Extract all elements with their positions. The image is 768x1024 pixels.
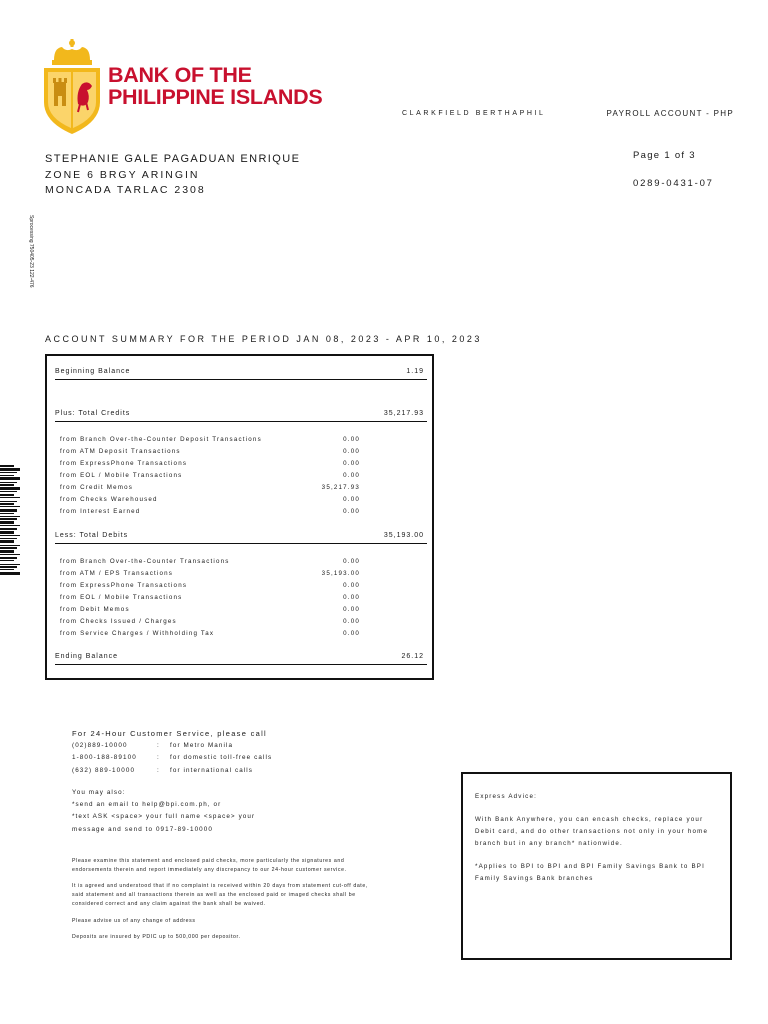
credit-line-amount: 0.00 [343, 436, 360, 443]
debit-line [60, 558, 360, 569]
barcode-bar [0, 550, 14, 553]
address-line-1: ZONE 6 BRGY ARINGIN [45, 168, 200, 181]
barcode-bar [0, 513, 14, 514]
barcode-bar [0, 516, 20, 517]
debit-line-amount: 0.00 [343, 594, 360, 601]
credit-line-label: from EOL / Mobile Transactions [60, 472, 183, 479]
debit-line [60, 594, 360, 605]
disclaimer-paragraph: Please advise us of any change of address [72, 917, 196, 924]
barcode-bar [0, 465, 14, 467]
side-code-text: Sprocessing 750405-23 122-476 [28, 215, 34, 288]
barcode-bar [0, 503, 14, 505]
barcode-bar [0, 560, 14, 561]
credit-line-amount: 35,217.93 [321, 484, 360, 491]
barcode-bar [0, 475, 14, 476]
barcode-bar [0, 521, 14, 524]
debit-line-label: from Debit Memos [60, 606, 130, 613]
hotline-number: (632) 889-10000 [72, 766, 136, 774]
credit-line-label: from Checks Warehoused [60, 496, 158, 503]
total-debits-row [55, 528, 427, 544]
separator: : [157, 754, 160, 762]
barcode-bar [0, 497, 20, 498]
debit-line [60, 606, 360, 617]
debit-line-label: from EOL / Mobile Transactions [60, 594, 183, 601]
barcode-bar [0, 547, 17, 549]
contact-alternatives [72, 787, 255, 836]
credit-line [60, 484, 360, 495]
bank-name-line1: BANK OF THE [108, 63, 252, 87]
credit-line [60, 436, 360, 447]
account-number: 0289-0431-07 [633, 178, 714, 189]
page-number: Page 1 of 3 [633, 150, 696, 161]
hotline-desc: for domestic toll-free calls [170, 754, 273, 762]
debit-line [60, 582, 360, 593]
credit-line-amount: 0.00 [343, 448, 360, 455]
customer-service-heading: For 24-Hour Customer Service, please call [72, 729, 268, 738]
barcode-bar [0, 491, 17, 492]
barcode-bar [0, 554, 20, 555]
debit-line [60, 570, 360, 581]
barcode-bar [0, 487, 20, 490]
also-line: *text ASK <space> your full name <space> your [72, 813, 256, 821]
barcode-bar [0, 564, 20, 565]
hotline-row [72, 765, 267, 777]
barcode-bar [0, 509, 17, 512]
credit-line [60, 460, 360, 471]
credit-line-label: from Branch Over-the-Counter Deposit Transactions [60, 436, 262, 443]
barcode-bar [0, 531, 14, 534]
credit-line-label: from ATM Deposit Transactions [60, 448, 181, 455]
also-heading: You may also: [72, 789, 126, 796]
bpi-crest-icon [40, 38, 104, 138]
credit-line-amount: 0.00 [343, 460, 360, 467]
barcode-bar [0, 557, 17, 559]
hotline-desc: for Metro Manila [170, 742, 234, 750]
credit-line-amount: 0.00 [343, 472, 360, 479]
bank-name [108, 64, 322, 108]
barcode-bar [0, 501, 17, 502]
express-advice-body: With Bank Anywhere, you can encash checks, replace your Debit card, and do other transactions not only in your home branch but in any branch* nationwide. [475, 816, 709, 847]
disclaimer-paragraph: It is agreed and understood that if no complaint is received within 20 days from statement cut-off date, said statement and all transactions therein as well as the enclosed paid or imaged checks shall be considered correct and any claim against the bank shall be waived. [72, 883, 368, 907]
ending-balance-label: Ending Balance [55, 653, 119, 660]
credit-line-label: from Credit Memos [60, 484, 134, 491]
also-line: *send an email to help@bpi.com.ph, or [72, 801, 222, 809]
express-advice-box [461, 772, 732, 960]
barcode-bar [0, 525, 20, 526]
branch-name: CLARKFIELD BERTHAPHIL [402, 110, 546, 117]
express-advice-note: *Applies to BPI to BPI and BPI Family Savings Bank to BPI Family Savings Bank branches [475, 863, 706, 882]
total-credits-row [55, 406, 427, 422]
separator: : [157, 742, 160, 750]
credit-line-amount: 0.00 [343, 508, 360, 515]
hotline-desc: for international calls [170, 766, 254, 774]
bank-name-line2: PHILIPPINE ISLANDS [108, 85, 323, 109]
barcode-bar [0, 484, 14, 486]
credit-line [60, 508, 360, 519]
credit-line-amount: 0.00 [343, 496, 360, 503]
debit-line-label: from Branch Over-the-Counter Transactions [60, 558, 230, 565]
barcode-bar [0, 538, 17, 539]
credit-line [60, 448, 360, 459]
beginning-balance-label: Beginning Balance [55, 368, 131, 375]
barcode-bar [0, 518, 17, 520]
total-debits-amount: 35,193.00 [383, 532, 424, 539]
bpi-logo [40, 38, 370, 138]
debit-line-amount: 0.00 [343, 618, 360, 625]
hotline-number: 1-800-188-89100 [72, 754, 137, 762]
credit-line-label: from ExpressPhone Transactions [60, 460, 188, 467]
account-summary-box [45, 354, 434, 680]
barcode-bar [0, 477, 20, 480]
debit-line [60, 618, 360, 629]
disclaimer [72, 857, 372, 950]
beginning-balance-amount: 1.19 [406, 368, 424, 375]
hotline-number: (02)889-10000 [72, 742, 128, 750]
express-advice-title: Express Advice: [475, 793, 538, 800]
debit-line-amount: 0.00 [343, 606, 360, 613]
debit-line-label: from Checks Issued / Charges [60, 618, 177, 625]
debit-line [60, 630, 360, 641]
barcode-bar [0, 545, 20, 546]
barcode [0, 465, 20, 573]
barcode-bar [0, 494, 14, 496]
barcode-bar [0, 572, 20, 575]
barcode-bar [0, 566, 17, 568]
barcode-bar [0, 540, 14, 543]
account-holder [45, 152, 300, 199]
address-line-2: MONCADA TARLAC 2308 [45, 184, 206, 196]
total-credits-label: Plus: Total Credits [55, 410, 131, 417]
disclaimer-paragraph: Deposits are insured by PDIC up to 500,000 per depositor. [72, 934, 241, 941]
barcode-bar [0, 535, 20, 536]
separator: : [157, 766, 160, 774]
ending-balance-amount: 26.12 [401, 653, 424, 660]
barcode-bar [0, 472, 17, 473]
barcode-bar [0, 482, 17, 483]
debit-line-label: from ATM / EPS Transactions [60, 570, 174, 577]
hotline-row [72, 752, 273, 764]
disclaimer-paragraph: Please examine this statement and enclosed paid checks, more particularly the signatures and endorsements therein and report immediately any discrepancy to our 24-hour customer service. [72, 858, 347, 873]
holder-name: STEPHANIE GALE PAGADUAN ENRIQUE [45, 153, 301, 165]
barcode-bar [0, 569, 14, 570]
side-processing-code [26, 215, 36, 295]
debit-line-amount: 0.00 [343, 558, 360, 565]
barcode-bar [0, 528, 17, 530]
total-credits-amount: 35,217.93 [383, 410, 424, 417]
hotline-row [72, 740, 267, 752]
debit-line-amount: 0.00 [343, 630, 360, 637]
total-debits-label: Less: Total Debits [55, 532, 129, 539]
barcode-bar [0, 506, 20, 507]
credit-line [60, 472, 360, 483]
credit-line-label: from Interest Earned [60, 508, 141, 515]
summary-title: ACCOUNT SUMMARY FOR THE PERIOD JAN 08, 2023 - APR 10, 2023 [45, 334, 482, 344]
account-type: PAYROLL ACCOUNT - PHP [606, 109, 734, 118]
debit-line-amount: 35,193.00 [321, 570, 360, 577]
debit-line-label: from Service Charges / Withholding Tax [60, 630, 215, 637]
also-line: message and send to 0917-89-10000 [72, 825, 213, 833]
barcode-bar [0, 468, 20, 471]
debit-line-amount: 0.00 [343, 582, 360, 589]
beginning-balance-row [55, 364, 427, 380]
customer-service [72, 728, 273, 777]
debit-line-label: from ExpressPhone Transactions [60, 582, 188, 589]
ending-balance-row [55, 649, 427, 665]
credit-line [60, 496, 360, 507]
